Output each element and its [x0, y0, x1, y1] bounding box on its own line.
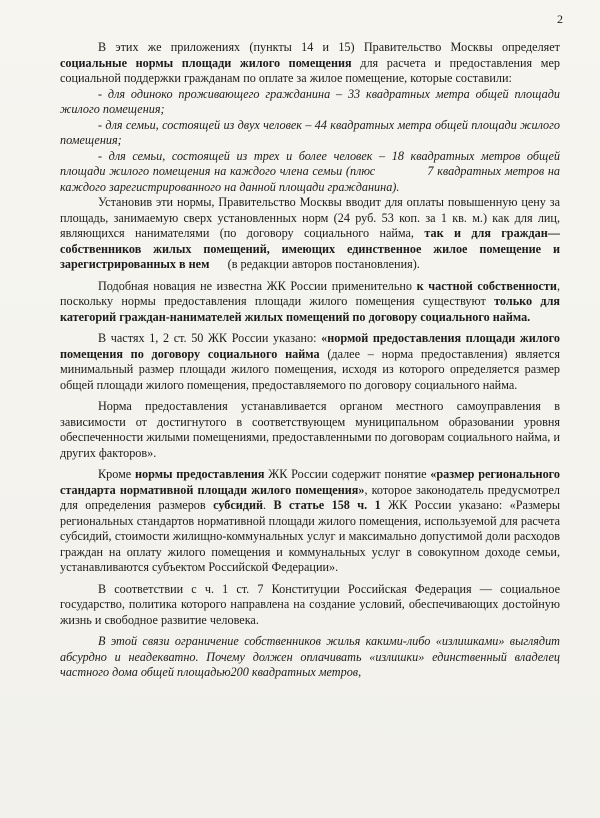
paragraph-regional-standard [60, 467, 560, 576]
document-body [60, 40, 564, 681]
norm-item-two-persons: - для семьи, состоящей из двух человек – 44 квадратных метра общей площади жилого помещения; [60, 117, 560, 147]
p6-text-g: . [263, 498, 274, 512]
p6-text-i: ЖК России указано: «Размеры региональных стандартов нормативной площади жилого помещения, используемой для расчета субсидий, стоимости жилищно-коммунальных услуг и максимально допустимой доли расходов граждан на оплату жилого помещения и коммунальных услуг в совокупном доходе семьи, устанавливаются субъектом Российской Федерации». [60, 498, 561, 574]
p6-bold-article-158: В статье 158 ч. 1 [273, 498, 381, 512]
p2-text-c: (в редакции авторов постановления). [209, 257, 420, 271]
p3-text-c: , поскольку нормы предоставления площади жилого помещения существуют [60, 278, 560, 308]
paragraph-surplus-italic [60, 634, 560, 681]
page-number: 2 [557, 12, 563, 26]
paragraph-novelty [60, 279, 560, 326]
p8-italic-text: В этой связи ограничение собственников жилья какими-либо «излишками» выглядит абсурдно и неадекватно. Почему должен оплачивать «излишки» единственный владелец частного дома общей площадью200 квадратных метров, [60, 634, 560, 679]
paragraph-higher-price [60, 195, 560, 273]
paragraph-norm-established: Норма предоставления устанавливается органом местного самоуправления в зависимости от достигнутого в соответствующем муниципальном образовании уровня обеспеченности жилыми помещениями, предоставленными по договорам социального найма, и других факторов». [60, 399, 560, 460]
p3-text-a: Подобная новация не известна ЖК России применительно [98, 278, 417, 293]
p3-bold-tenants: только для категорий граждан-нанимателей жилых помещений по договору социального найма. [60, 294, 560, 324]
p2-bold-owners: так и для граждан—собственников жилых помещений, имеющих единственное жилое помещение и зарегистрированных в нем [60, 226, 560, 271]
norm-item-single-text: для одиноко проживающего гражданина – 33 квадратных метра общей площади жилого помещения; [60, 86, 560, 116]
p6-text-a: Кроме [98, 467, 135, 481]
p1-text-c: для расчета и предоставления мер социальной поддержки гражданам по оплате за жилое помещение, которые составили: [60, 55, 560, 85]
norm-item-single: - для одиноко проживающего гражданина – 33 квадратных метра общей площади жилого помещения; [60, 86, 560, 116]
p1-bold-social-norms: социальные нормы площади жилого помещения [60, 55, 352, 70]
p6-bold-subsidies: субсидий [213, 498, 263, 512]
p6-bold-norm: нормы предоставления [134, 467, 265, 481]
paragraph-social-norms-intro [60, 40, 560, 87]
p6-bold-regional-standard: «размер регионального стандарта нормативной площади жилого помещения» [60, 467, 560, 497]
paragraph-article-50 [60, 331, 560, 393]
norm-item-three-plus: - для семьи, состоящей из трех и более человек – 18 квадратных метров общей площади жилого помещения на каждого члена семьи (плюс 7 квадратных метров на каждого зарегистрированного на данной площади гражданина). [60, 148, 564, 194]
p1-text-a: В этих же приложениях (пункты 14 и 15) Правительство Москвы определяет [98, 40, 560, 54]
norms-list [60, 86, 564, 196]
p3-bold-private-property: к частной собственности [416, 278, 557, 293]
p4-bold-norm-definition: «нормой предоставления площади жилого помещения по договору социального найма [60, 331, 560, 361]
norm-item-two-persons-text: для семьи, состоящей из двух человек – 44 квадратных метра общей площади жилого помещения; [60, 117, 560, 147]
p4-text-c: (далее – норма предоставления) является минимальный размер площади жилого помещения, исходя из которого определяется размер общей площади жилого помещения, предоставляемого по договору социального найма. [60, 346, 560, 392]
p4-text-a: В частях 1, 2 ст. 50 ЖК России указано: [98, 331, 322, 345]
p6-text-e: , которое законодатель предусмотрел для определения размеров [60, 482, 560, 512]
paragraph-constitution: В соответствии с ч. 1 ст. 7 Конституции Российская Федерация — социальное государство, политика которого направлена на создание условий, обеспечивающих достойную жизнь и свободное развитие человека. [60, 581, 560, 627]
norm-item-three-plus-text: для семьи, состоящей из трех и более человек – 18 квадратных метров общей площади жилого помещения на каждого члена семьи (плюс 7 квадратных метров на каждого зарегистрированного на данной площади гражданина). [60, 148, 564, 194]
p6-text-c: ЖК России содержит понятие [264, 467, 431, 481]
p2-text-a: Установив эти нормы, Правительство Москвы вводит для оплаты повышенную цену за площадь, занимаемую сверх установленных норм (24 руб. 53 коп. за 1 кв. м.) как для лиц, являющихся нанимателями (по договору социального найма, [60, 195, 560, 240]
